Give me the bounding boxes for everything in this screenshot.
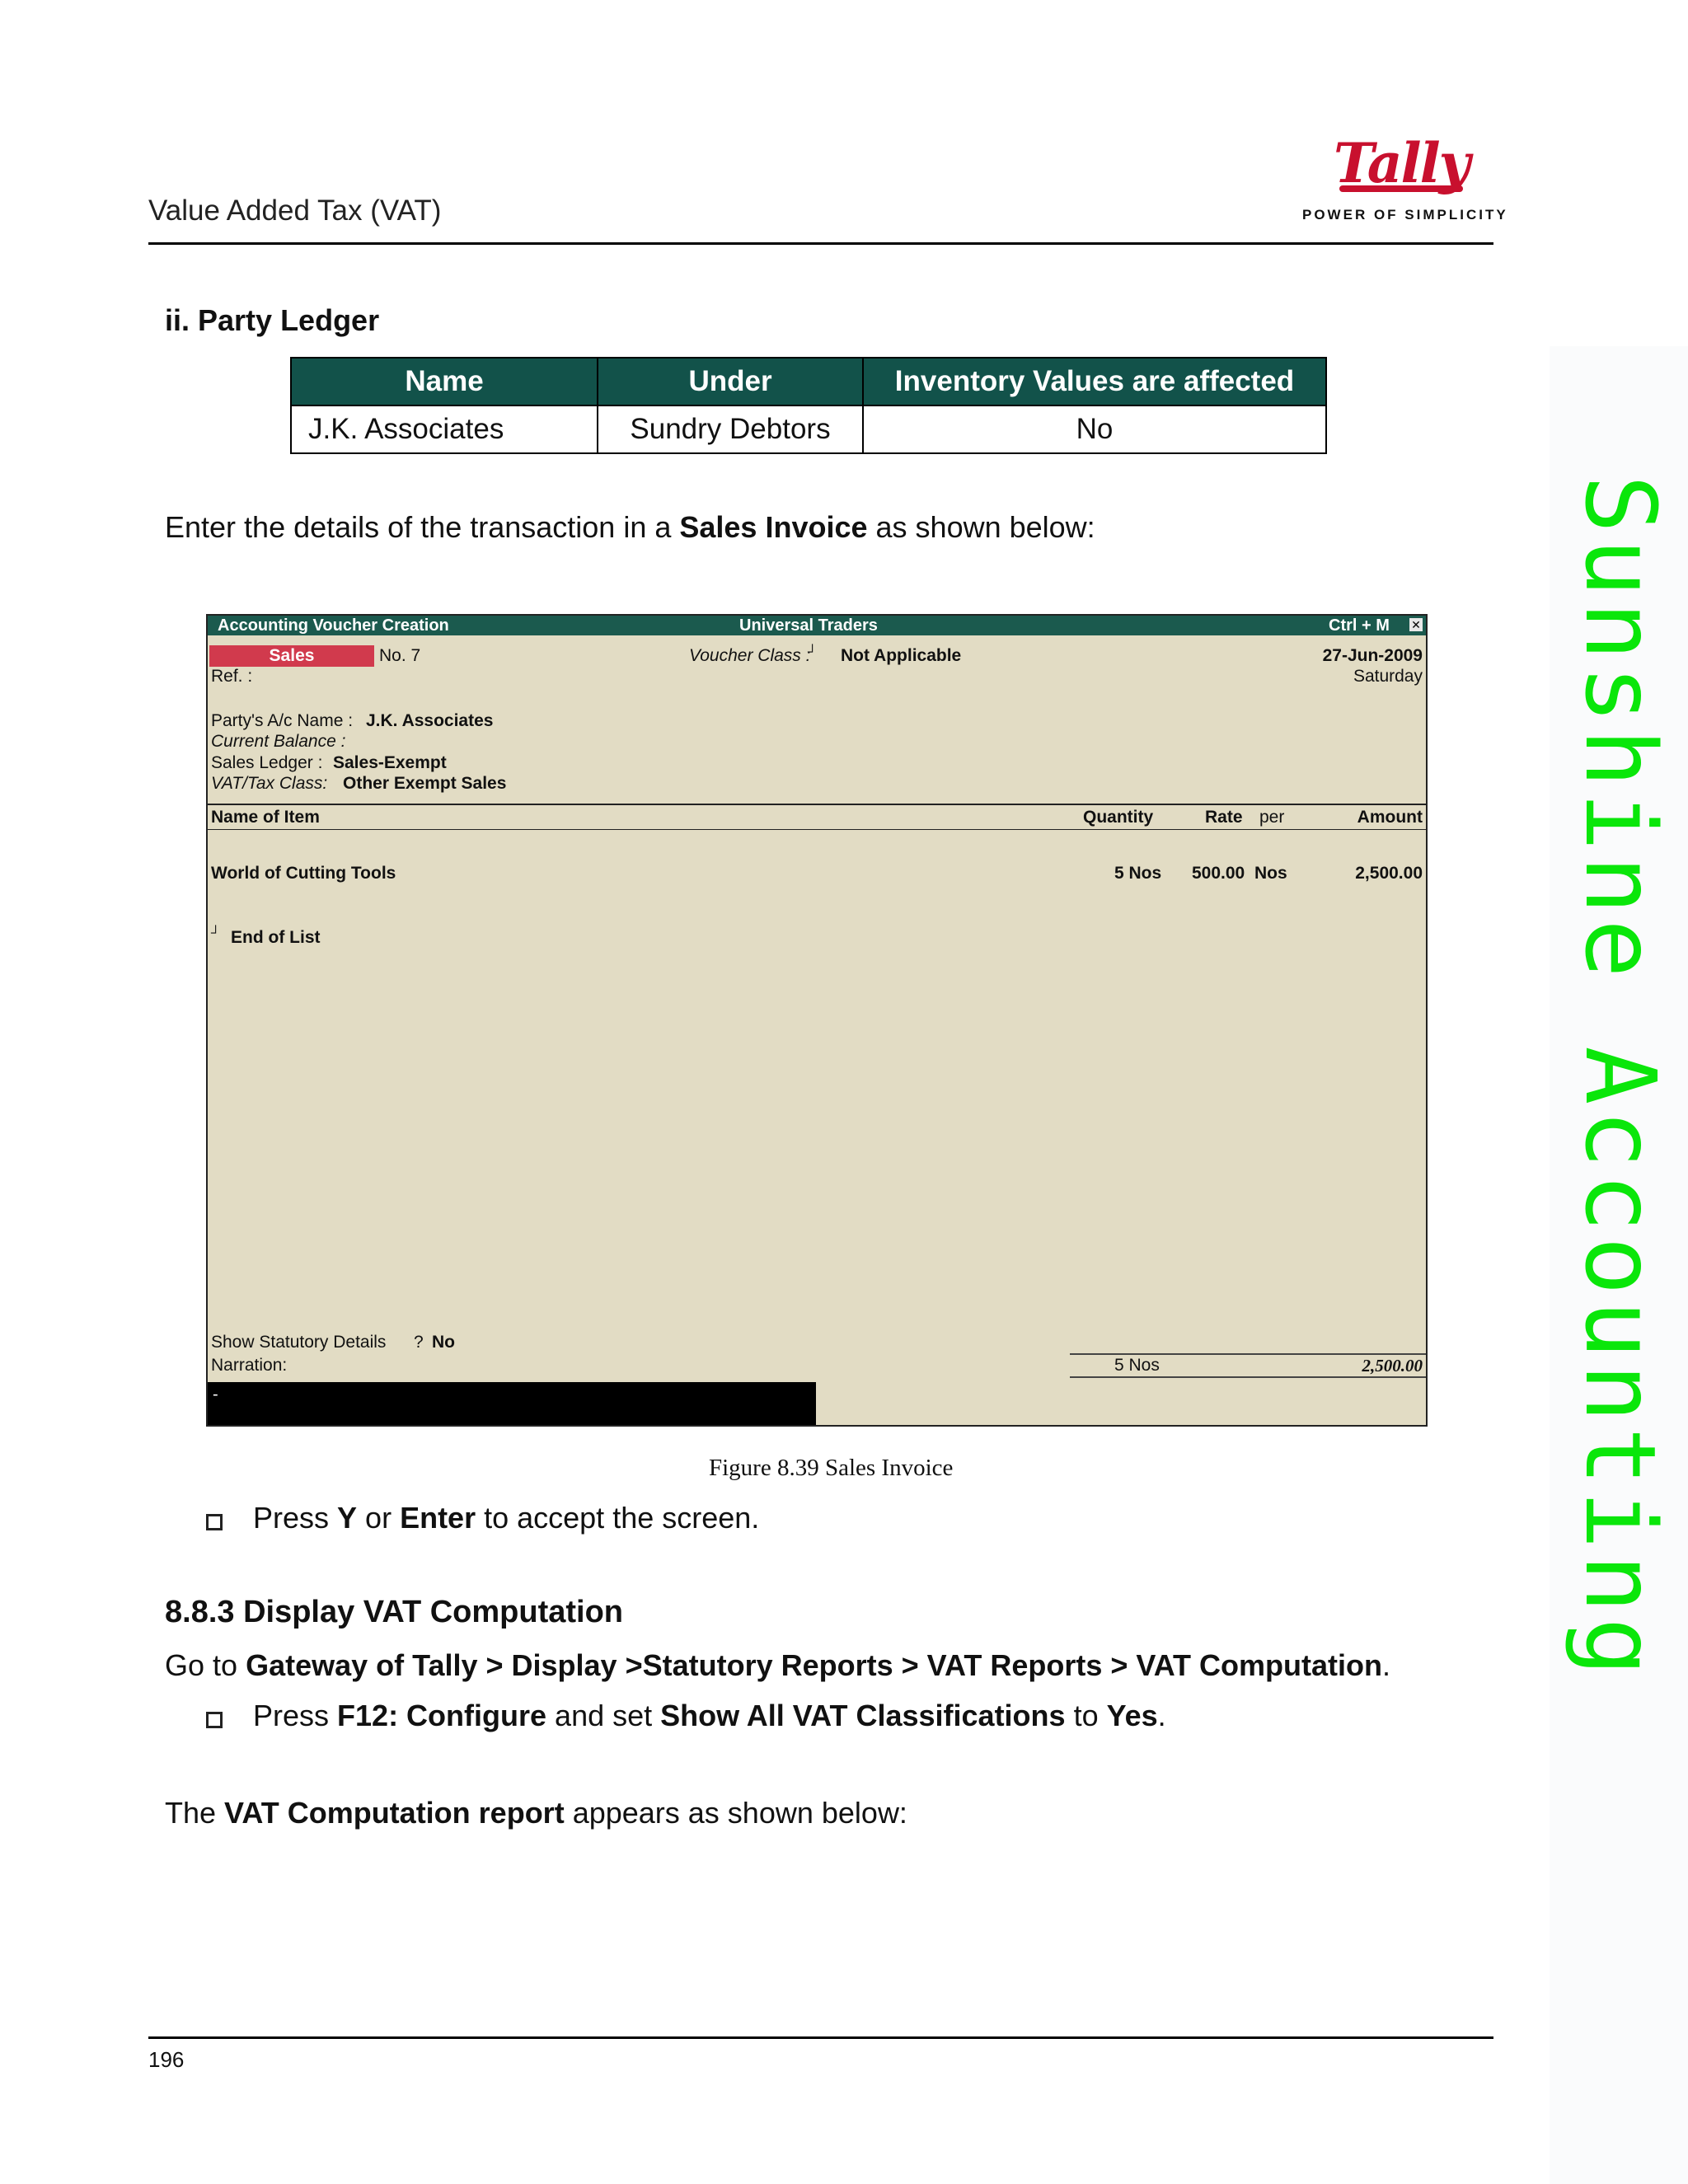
total-amount: 2,500.00 (1362, 1356, 1423, 1376)
end-list-marker-icon: ┘ (211, 926, 221, 940)
party-ledger-table (290, 357, 1327, 454)
col-per-header: per (1259, 808, 1285, 827)
bullet2-key: F12: Configure (337, 1699, 547, 1732)
page-header-title: Value Added Tax (VAT) (148, 194, 442, 227)
screen-title-company: Universal Traders (739, 616, 878, 635)
bullet-accept-screen (253, 1500, 759, 1536)
columns-bottom-rule (208, 829, 1426, 830)
col-amount-header: Amount (1357, 808, 1423, 827)
path-text: Go to (165, 1648, 246, 1682)
bullet-configure (253, 1698, 1166, 1734)
statutory-value[interactable]: No (432, 1333, 455, 1352)
intro-paragraph (165, 509, 1095, 546)
voucher-date[interactable]: 27-Jun-2009 (1322, 646, 1423, 665)
tally-logo (1302, 131, 1508, 223)
logo-wordmark: Tally (1333, 131, 1470, 195)
sales-ledger-label: Sales Ledger : (211, 753, 323, 772)
report-text-end: appears as shown below: (564, 1796, 907, 1830)
party-value[interactable]: J.K. Associates (366, 711, 494, 730)
screen-title-left: Accounting Voucher Creation (218, 616, 449, 635)
close-icon[interactable]: ✕ (1409, 618, 1423, 631)
col-qty-header: Quantity (1083, 808, 1154, 827)
table-header-row (291, 358, 1326, 405)
ref-label[interactable]: Ref. : (211, 667, 253, 686)
column-header-name: Name (291, 358, 598, 405)
voucher-type-badge[interactable]: Sales (209, 645, 374, 667)
intro-text: Enter the details of the transaction in a (165, 510, 680, 544)
bullet2-text: Press (253, 1699, 338, 1732)
total-top-rule (1070, 1353, 1426, 1355)
total-bottom-rule (1070, 1376, 1426, 1378)
end-of-list[interactable]: End of List (231, 928, 321, 947)
total-qty: 5 Nos (1114, 1356, 1160, 1375)
party-ledger-heading: ii. Party Ledger (165, 303, 380, 337)
footer-rule (148, 2036, 1493, 2039)
header-rule (148, 242, 1493, 245)
path-text-end: . (1381, 1648, 1390, 1682)
cell-name: J.K. Associates (291, 405, 598, 453)
figure-caption: Figure 8.39 Sales Invoice (709, 1455, 954, 1481)
bullet1-text: Press (253, 1501, 338, 1535)
narration-label: Narration: (211, 1356, 288, 1375)
logo-tagline: POWER OF SIMPLICITY (1302, 207, 1508, 223)
page-number: 196 (148, 2047, 185, 2072)
cell-under: Sundry Debtors (598, 405, 863, 453)
bullet2-text: . (1157, 1699, 1166, 1732)
current-balance-label: Current Balance : (211, 732, 346, 751)
statutory-label: Show Statutory Details (211, 1333, 387, 1352)
report-bold: VAT Computation report (224, 1796, 565, 1830)
navigation-path (165, 1647, 1390, 1684)
col-item-header: Name of Item (211, 808, 320, 827)
item-rate[interactable]: 500.00 (1192, 864, 1245, 883)
item-qty[interactable]: 5 Nos (1114, 864, 1162, 883)
voucher-class-label: Voucher Class : (689, 646, 811, 665)
bullet2-value: Yes (1106, 1699, 1158, 1732)
bullet1-text: or (357, 1501, 401, 1535)
item-name[interactable]: World of Cutting Tools (211, 864, 396, 883)
statutory-question: ? (414, 1333, 424, 1352)
report-intro (165, 1795, 907, 1831)
columns-top-rule (208, 804, 1426, 805)
party-label: Party's A/c Name : (211, 711, 354, 730)
narration-input[interactable] (208, 1382, 816, 1425)
bullet1-key-enter: Enter (400, 1501, 476, 1535)
item-amount[interactable]: 2,500.00 (1355, 864, 1423, 883)
intro-bold: Sales Invoice (679, 510, 868, 544)
column-header-inventory: Inventory Values are affected (863, 358, 1326, 405)
cell-inventory: No (863, 405, 1326, 453)
bullet1-text: to accept the screen. (476, 1501, 760, 1535)
bullet-icon (206, 1712, 223, 1728)
voucher-number: No. 7 (379, 646, 421, 665)
bullet2-option: Show All VAT Classifications (660, 1699, 1066, 1732)
sales-ledger-value[interactable]: Sales-Exempt (333, 753, 447, 772)
bullet2-text: and set (546, 1699, 661, 1732)
watermark-text: Sunshine Accounting (1564, 475, 1677, 1681)
voucher-day: Saturday (1353, 667, 1423, 686)
enter-marker-icon: ┘ (808, 645, 818, 659)
vat-class-value[interactable]: Other Exempt Sales (343, 774, 507, 793)
path-bold: Gateway of Tally > Display >Statutory Reports > VAT Reports > VAT Computation (246, 1648, 1382, 1682)
report-text: The (165, 1796, 225, 1830)
bullet-icon (206, 1514, 223, 1530)
voucher-class-value[interactable]: Not Applicable (841, 646, 962, 665)
narration-cursor: - (213, 1385, 218, 1404)
table-row (291, 405, 1326, 453)
screen-title-bar (208, 616, 1426, 635)
intro-text-end: as shown below: (867, 510, 1095, 544)
vat-class-label: VAT/Tax Class: (211, 774, 328, 793)
screen-shortcut: Ctrl + M (1329, 616, 1390, 635)
bullet1-key-y: Y (337, 1501, 358, 1535)
col-rate-header: Rate (1205, 808, 1243, 827)
column-header-under: Under (598, 358, 863, 405)
section-heading: 8.8.3 Display VAT Computation (165, 1595, 624, 1629)
tally-voucher-screen (206, 614, 1428, 1427)
item-per[interactable]: Nos (1254, 864, 1287, 883)
bullet2-text: to (1065, 1699, 1107, 1732)
